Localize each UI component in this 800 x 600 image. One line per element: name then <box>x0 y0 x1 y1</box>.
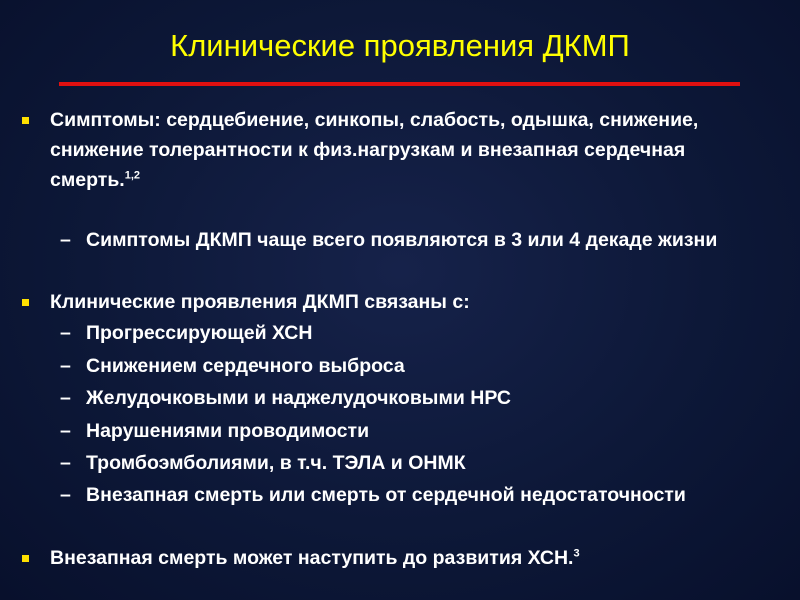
bullet-manifestations <box>0 290 800 316</box>
dash: – <box>60 484 71 506</box>
subitem-text: Нарушениями проводимости <box>86 420 370 442</box>
bullet-line-last <box>50 546 580 571</box>
footnote-ref: 1,2 <box>124 169 141 182</box>
slide-title: Клинические проявления ДКМП <box>170 28 630 63</box>
bullet-line: Клинические проявления ДКМП связаны с: <box>50 291 470 313</box>
subitem <box>0 228 800 254</box>
bullet-line: Симптомы: сердцебиение, синкопы, слабость, одышка, снижение, <box>50 109 699 131</box>
bullet-marker <box>22 555 29 562</box>
bullet-marker <box>22 117 29 124</box>
bullet-marker <box>22 299 29 306</box>
subitem <box>0 321 800 347</box>
dash: – <box>60 355 71 377</box>
subitem-text: Тромбоэмболиями, в т.ч. ТЭЛА и ОНМК <box>86 452 466 474</box>
dash: – <box>60 420 71 442</box>
bullet-line-text: смерть. <box>50 169 125 191</box>
subitem-text: Желудочковыми и наджелудочковыми НРС <box>86 387 511 409</box>
dash: – <box>60 387 71 409</box>
dash: – <box>60 452 71 474</box>
dash: – <box>60 229 71 251</box>
bullet-line-text: Внезапная смерть может наступить до развития ХСН. <box>50 547 574 569</box>
subitem-text: Снижением сердечного выброса <box>86 355 405 377</box>
subitem <box>0 386 800 412</box>
bullet-line-last <box>50 168 140 193</box>
subitem <box>0 483 800 509</box>
bullet-line: снижение толерантности к физ.нагрузкам и внезапная сердечная <box>50 139 686 161</box>
subitem-text: Внезапная смерть или смерть от сердечной недостаточности <box>86 484 686 506</box>
subitem <box>0 419 800 445</box>
bullet-sudden-death <box>0 546 800 572</box>
dash: – <box>60 322 71 344</box>
bullet-symptoms <box>0 108 800 191</box>
subitem-text: Симптомы ДКМП чаще всего появляются в 3 или 4 декаде жизни <box>86 229 718 251</box>
title-underline <box>59 82 740 86</box>
subitem <box>0 354 800 380</box>
subitem-text: Прогрессирующей ХСН <box>86 322 313 344</box>
footnote-ref: 3 <box>573 547 580 560</box>
subitem <box>0 451 800 477</box>
